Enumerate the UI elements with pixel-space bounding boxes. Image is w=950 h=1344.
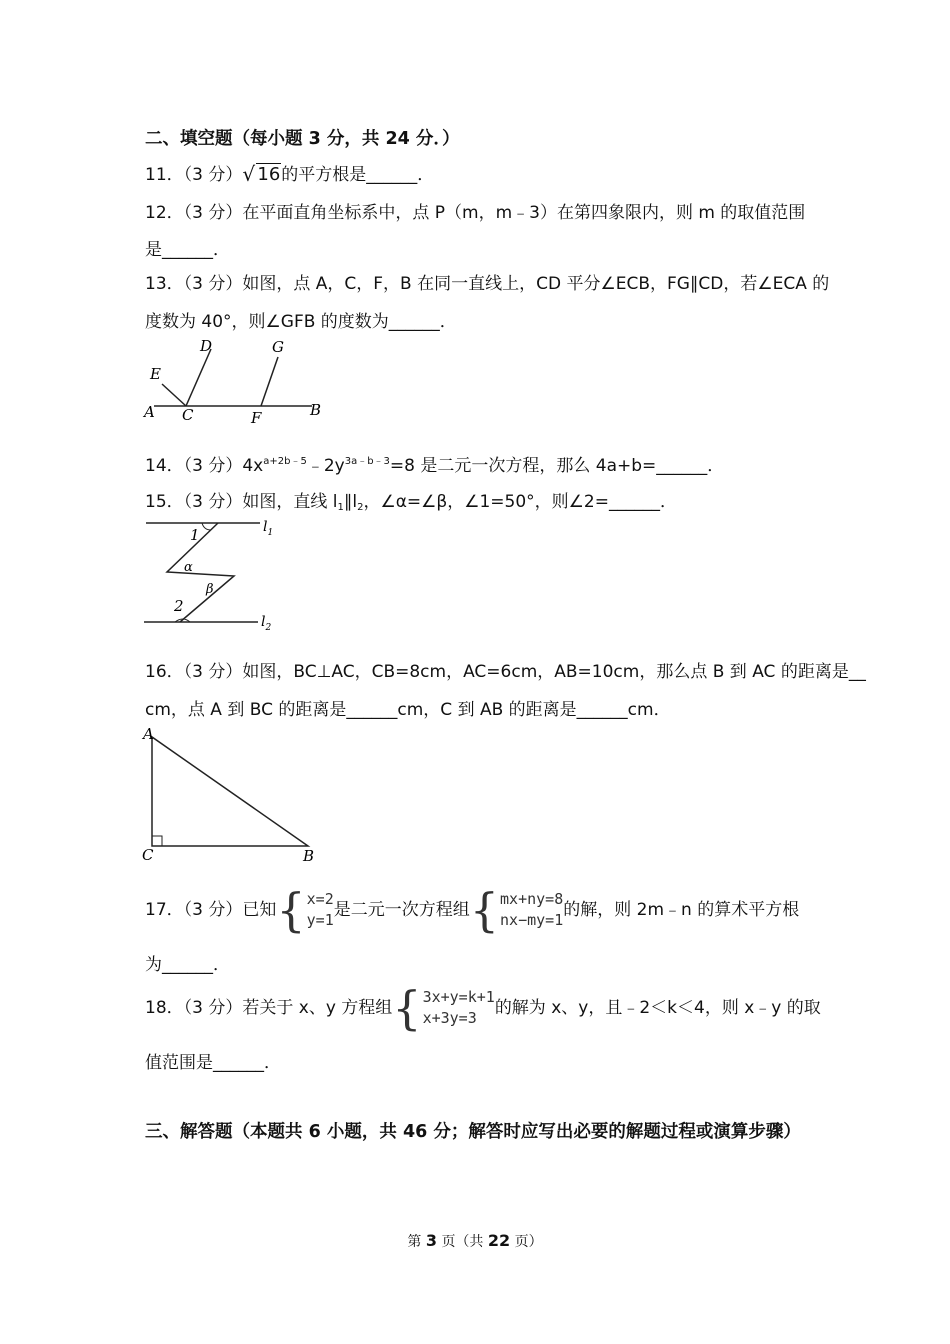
label-e: E [150, 365, 161, 383]
solution-system: { x=2 y=1 [276, 883, 334, 937]
q14-pre: 14．（3 分）4x [145, 456, 264, 476]
question-18-line2: 值范围是______． [145, 1053, 281, 1073]
label-alpha: α [184, 560, 193, 575]
q18-post: 的解为 x、y，且﹣2＜k＜4，则 x﹣y 的取 [494, 998, 821, 1018]
sqrt-radicand: 16 [257, 164, 281, 185]
q14-exponent-1: a+2b﹣5 [263, 456, 307, 467]
question-16-line1: 16．（3 分）如图，BC⊥AC，CB=8cm，AC=6cm，AB=10cm，那么点 B 到 AC 的距离是__ [145, 662, 866, 682]
sqrt-expression: √ 16 [242, 162, 281, 186]
solution-y: y=1 [306, 911, 334, 929]
q14-post: =8 是二元一次方程，那么 4a+b=______． [389, 456, 725, 476]
q15-post: ，∠α=∠β，∠1=50°，则∠2=______． [363, 492, 677, 512]
q15-sub-2: 2 [357, 502, 364, 513]
right-angle-mark [152, 836, 162, 846]
section-2-title: 二、填空题（每小题 3 分，共 24 分．） [145, 129, 460, 149]
q11-number: 11． [145, 165, 184, 185]
q13-figure [140, 335, 330, 425]
q17-pre: 17．（3 分）已知 [145, 900, 277, 920]
label-a: A [143, 725, 154, 743]
q15-sub-1: 1 [337, 502, 344, 513]
footer-post: 页） [514, 1234, 543, 1250]
question-12-line2: 是______． [145, 240, 230, 260]
footer-total-pages: 22 [487, 1231, 511, 1250]
equation-system: { 3x+y=k+1 x+3y=3 [392, 981, 495, 1035]
question-17 [145, 883, 800, 937]
label-g: G [272, 338, 284, 356]
solution-x: x=2 [306, 890, 334, 908]
equation-system: { mx+ny=8 nx−my=1 [469, 883, 564, 937]
q15-mid: ∥l [343, 492, 358, 512]
label-beta: β [206, 582, 214, 597]
label-c: C [182, 406, 194, 424]
equation-2: x+3y=3 [422, 1009, 477, 1027]
q14-mid: ﹣2y [306, 456, 345, 476]
label-d: D [200, 337, 213, 355]
label-f: F [251, 409, 262, 425]
question-17-line2: 为______． [145, 955, 230, 975]
ray-fg [261, 357, 278, 406]
section-3-title: 三、解答题（本题共 6 小题，共 46 分；解答时应写出必要的解题过程或演算步骤） [145, 1122, 801, 1142]
label-b: B [310, 401, 322, 419]
equation-1: 3x+y=k+1 [422, 988, 495, 1006]
q14-exponent-2: 3a﹣b﹣3 [344, 456, 390, 467]
question-14 [145, 451, 724, 476]
footer-page-number: 3 [425, 1231, 437, 1250]
q17-mid: 是二元一次方程组 [333, 900, 470, 920]
footer-pre: 第 [407, 1234, 422, 1250]
question-16-line2: cm，点 A 到 BC 的距离是______cm，C 到 AB 的距离是______cm． [145, 700, 671, 720]
q15-figure [140, 515, 290, 630]
q15-pre: 15．（3 分）如图，直线 l [145, 492, 338, 512]
q11-score: （3 分） [183, 165, 243, 185]
label-c: C [142, 846, 154, 864]
q18-pre: 18．（3 分）若关于 x、y 方程组 [145, 998, 393, 1018]
ray-ce [162, 384, 186, 406]
angle-1-arc [202, 523, 211, 530]
question-18 [145, 981, 821, 1035]
label-angle-2: 2 [174, 597, 184, 615]
question-15 [145, 487, 677, 512]
question-13-line2: 度数为 40°，则∠GFB 的度数为______． [145, 312, 457, 332]
q11-text: 的平方根是______． [281, 165, 435, 185]
label-b: B [303, 847, 315, 865]
q17-post: 的解，则 2m﹣n 的算术平方根 [563, 900, 800, 920]
equation-2: nx−my=1 [500, 911, 564, 929]
question-12-line1: 12．（3 分）在平面直角坐标系中，点 P（m，m﹣3）在第四象限内，则 m 的取值范围 [145, 203, 806, 223]
label-l2: $l_2$ [261, 614, 272, 630]
equation-1: mx+ny=8 [500, 890, 564, 908]
label-angle-1: 1 [190, 526, 200, 544]
label-a: A [144, 403, 155, 421]
ray-cd [186, 349, 211, 406]
label-l1: $l_1$ [263, 519, 274, 538]
page-footer [0, 1231, 950, 1251]
q16-figure [140, 725, 330, 865]
triangle-abc [152, 737, 308, 846]
question-11 [145, 160, 434, 185]
footer-mid: 页（共 [441, 1234, 484, 1250]
question-13-line1: 13．（3 分）如图，点 A，C，F，B 在同一直线上，CD 平分∠ECB，FG∥CD，若∠ECA 的 [145, 274, 830, 294]
